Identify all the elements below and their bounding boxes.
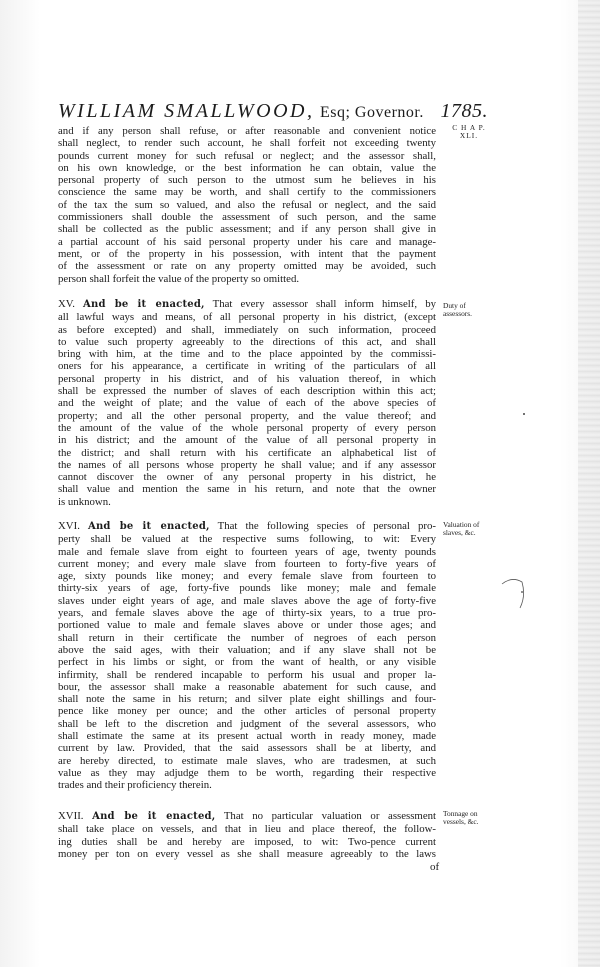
- text-line: value as they may adjudge them to be worth, regarding their respective: [58, 766, 436, 779]
- text-line: thirty-six years of age, forty-five pounds like money; male and female: [58, 582, 436, 595]
- text-line-last: person shall forfeit the value of the property so omitted.: [58, 272, 300, 285]
- section-number: XV.: [58, 298, 75, 310]
- margin-chap-number: XLI.: [459, 131, 479, 141]
- text-line: shall take place on vessels, and that in lieu and place thereof, the follow-: [58, 823, 436, 836]
- header-esq: Esq; Governor.: [319, 104, 424, 121]
- text-line: pounds current money for such refusal or neglect; and the assessor shall,: [58, 149, 436, 162]
- text-line: bring with him, at the time and to the place appointed by the commissi-: [58, 348, 436, 361]
- section-first-text: That no particular valuation or assessment: [223, 810, 437, 822]
- text-line: of the tax the sum so valued, and also the refusal or neglect, and the said: [58, 198, 436, 211]
- section-first-line: [58, 298, 436, 311]
- text-line: shall value and mention the same in his return, and note that the owner: [58, 483, 436, 496]
- text-line: of the assessment or rate on any property omitted may be avoided, such: [58, 260, 436, 273]
- margin-chap-label: C H A P.: [452, 123, 486, 132]
- page-edge-shadow: [578, 0, 600, 967]
- text-line: oners for his appearance, a certificate in writing of the particulars of all: [58, 360, 436, 373]
- text-line: pence like money per ounce; and the other articles of personal property: [58, 705, 436, 718]
- text-line: and the weight of plate; and the value of each of the above species of: [58, 397, 436, 410]
- text-line: the names of all persons whose property he shall value; and if any assessor: [58, 458, 436, 471]
- section-xvii: [58, 810, 436, 860]
- section-xvi: [58, 520, 436, 792]
- text-line: shall return in their certificate the number of negroes of each person: [58, 631, 436, 644]
- text-line: money per ton on every vessel as she shall measure agreeably to the laws: [58, 847, 436, 860]
- ink-dot-icon: [520, 410, 528, 418]
- text-line: in his district; and the amount of the value of all personal property in: [58, 434, 436, 447]
- text-line: above the said ages, with their valuation; and if any slave shall not be: [58, 643, 436, 656]
- section-first-text: That the following species of personal pro-: [217, 520, 436, 532]
- text-line: and if any person shall refuse, or after reasonable and convenient notice: [58, 125, 436, 137]
- text-line: a partial account of his said personal property under his care and manage-: [58, 235, 436, 248]
- text-line: personal property of such person to the utmost sum he believes in his: [58, 174, 436, 187]
- text-line: male and female slave from eight to fourteen years of age, twenty pounds: [58, 545, 436, 558]
- text-line: the district; and shall return with his certificate an alphabetical list of: [58, 446, 436, 459]
- section-number: XVII.: [58, 810, 84, 822]
- text-line: shall be expressed the number of slaves of each description within this act;: [58, 385, 436, 398]
- text-line: perfect in his limbs or sight, or from the want of health, or any visible: [58, 656, 436, 669]
- text-line: ment, or of the property in his possession, with intent that the payment: [58, 247, 436, 260]
- text-line: current money; and every male slave from fourteen to forty-five years of: [58, 557, 436, 570]
- text-line: shall be left to the discretion and judgment of the several assessors, who: [58, 717, 436, 730]
- text-line: shall estimate the same at its present actual worth in ready money, made: [58, 730, 436, 743]
- section-first-line: [58, 810, 436, 823]
- margin-note-valuation: Valuation of slaves, &c.: [443, 520, 480, 538]
- text-line: shall neglect, to render such account, he shall forfeit not exceeding twenty: [58, 137, 436, 150]
- text-line: conscience the same may be worth, and shall certify to the commissioners: [58, 186, 436, 199]
- text-line: cannot discover the owner of any personal property in his district, he: [58, 471, 436, 484]
- text-line: are hereby directed, to estimate male slaves, who are tradesmen, at such: [58, 754, 436, 767]
- text-line: current by law. Provided, that the said assessors shall be at liberty, and: [58, 742, 436, 755]
- header-year: 1785.: [440, 100, 488, 122]
- text-line: all lawful ways and means, of all personal property in his district, (except: [58, 311, 436, 324]
- enacting-clause: And be it enacted,: [83, 299, 205, 310]
- text-line: to value such property agreeably to the directions of this act, and shall: [58, 335, 436, 348]
- text-line: personal property in his district, and of his valuation thereof, in which: [58, 372, 436, 385]
- section-first-text: That every assessor shall inform himself, by: [212, 298, 436, 310]
- catchword: of: [430, 861, 440, 873]
- section-xv: [58, 298, 436, 508]
- text-line: property; and all the other personal property, and the value thereof; and: [58, 409, 436, 422]
- text-line: ing duties shall be and hereby are imposed, to wit: Two-pence current: [58, 835, 436, 848]
- text-line: age, sixty pounds like money; and every female slave from fourteen to: [58, 570, 436, 583]
- enacting-clause: And be it enacted,: [88, 521, 210, 532]
- text-line: portioned value to male and female slaves above or under those ages; and: [58, 619, 436, 632]
- running-header: [58, 100, 488, 123]
- text-line: infirmity, shall be rendered incapable to perform his usual and proper la-: [58, 668, 436, 681]
- text-line: commissioners shall double the assessment of such person, and the same: [58, 211, 436, 224]
- text-line: shall be collected as the public assessment; and if any person shall give in: [58, 223, 436, 236]
- ink-mark-icon: [498, 574, 528, 624]
- section-first-line: [58, 520, 436, 533]
- enacting-clause: And be it enacted,: [92, 811, 216, 822]
- text-line-last: trades and their proficiency therein.: [58, 779, 212, 792]
- text-line: perty shall be valued at the respective sums following, to wit: Every: [58, 533, 436, 546]
- margin-note-tonnage: Tonnage on vessels, &c.: [443, 809, 479, 827]
- margin-chapter: [443, 124, 495, 141]
- text-line: the amount of the value of the whole personal property of every person: [58, 421, 436, 434]
- text-line: on his own knowledge, or the best information he can obtain, value the: [58, 161, 436, 174]
- section-number: XVI.: [58, 520, 80, 532]
- header-name: WILLIAM SMALLWOOD,: [58, 100, 315, 122]
- paragraph-continuation: [58, 125, 436, 285]
- ink-dot-icon: [518, 588, 526, 596]
- text-line: slaves under eight years of age, and male slaves above the age of forty-five: [58, 594, 436, 607]
- margin-note-duty: Duty of assessors.: [443, 301, 472, 319]
- text-line: as before excepted) and shall, immediately on such information, proceed: [58, 323, 436, 336]
- header-title: [58, 100, 424, 123]
- text-line: bour, the assessor shall make a reasonable abatement for such cause, and: [58, 680, 436, 693]
- text-line-last: is unknown.: [58, 495, 111, 508]
- text-line: years, and female slaves above the age of thirty-six years, to a true pro-: [58, 607, 436, 620]
- text-line: shall note the same in his return; and silver plate eight shillings and four-: [58, 693, 436, 706]
